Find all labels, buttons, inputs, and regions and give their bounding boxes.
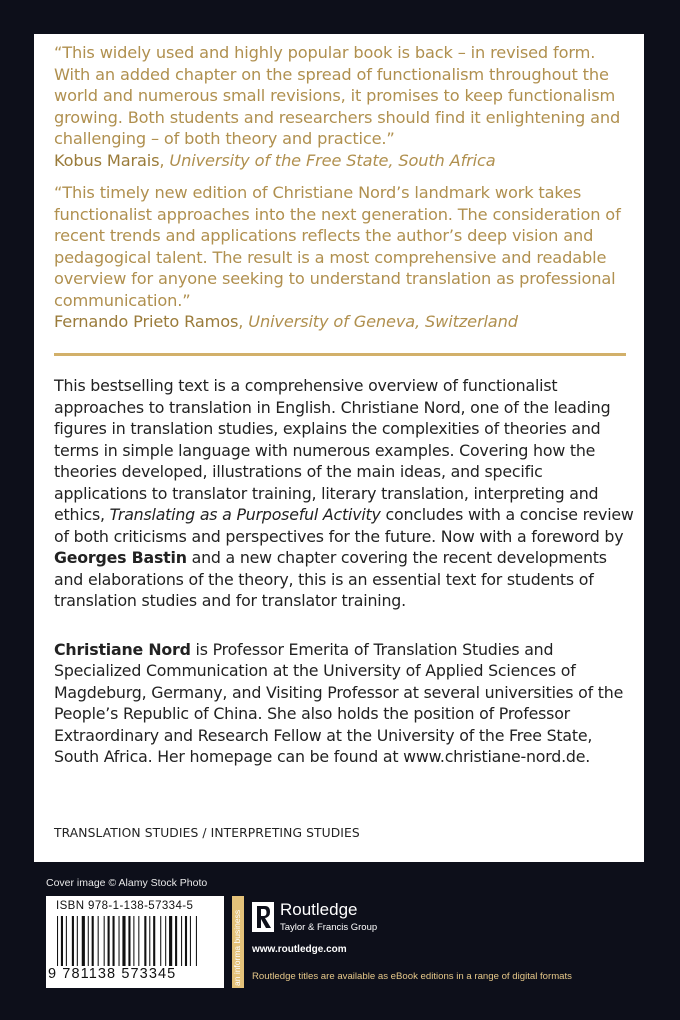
subject-category: TRANSLATION STUDIES / INTERPRETING STUDIES — [54, 826, 360, 840]
quote-text: “This timely new edition of Christiane Nord’s landmark work takes functionalist approaches into the next generation. The consideration of recent trends and applications reflects the author’s deep vision and pedagogical talent. The result is a most comprehensive and readable overview for anyone seeking to understand translation as professional communication.” — [54, 183, 621, 310]
author-bio-text: is Professor Emerita of Translation Studies and Specialized Communication at the University of Applied Sciences of Magdeburg, Germany, and Visiting Professor at several universities of the People’s Republic of China. She also holds the position of Professor Extraordinary and Research Fellow at the University of the Free State, South Africa. Her homepage can be found at www.christiane-nord.de. — [54, 639, 624, 766]
gold-divider — [54, 353, 626, 356]
quote-attribution: Kobus Marais, University of the Free State, South Africa — [54, 150, 496, 170]
publisher-url[interactable]: www.routledge.com — [252, 944, 347, 955]
author-name: Christiane Nord — [54, 639, 191, 659]
quote-affiliation: University of the Free State, South Africa — [169, 150, 496, 170]
description-text: This bestselling text is a comprehensive overview of functionalist approaches to translation in English. Christiane Nord, one of the leading figures in translation studies, explains the complexities of theories and terms in simple language with numerous examples. Covering how the theories developed, illustrations of the main ideas, and specific applications to translator training, literary translation, interpreting and ethics, — [54, 376, 611, 524]
back-cover-panel — [34, 34, 644, 862]
book-description — [54, 375, 634, 612]
author-bio — [54, 639, 634, 768]
quote-author: Kobus Marais — [54, 150, 160, 170]
barcode-box — [46, 896, 224, 988]
isbn-label: ISBN 978-1-138-57334-5 — [56, 900, 194, 912]
foreword-author: Georges Bastin — [54, 548, 187, 567]
description-text: and a new chapter covering the recent developments and elaborations of the theory, this is an essential text for students of translation studies and for translator training. — [54, 548, 607, 610]
quote-author: Fernando Prieto Ramos — [54, 312, 239, 331]
barcode-number: 9 781138 573345 — [48, 966, 177, 982]
endorsement-quote — [54, 182, 634, 333]
routledge-logo-icon — [252, 902, 274, 932]
description-text: concludes with a concise review of both criticisms and perspectives for the future. Now with a foreword by — [54, 505, 634, 546]
informa-strip — [232, 896, 244, 988]
endorsements — [54, 42, 634, 344]
description-block — [54, 375, 634, 795]
publisher-group: Taylor & Francis Group — [280, 922, 378, 933]
quote-affiliation: University of Geneva, Switzerland — [248, 312, 518, 331]
quote-attribution: Fernando Prieto Ramos, University of Geneva, Switzerland — [54, 312, 518, 331]
endorsement-quote — [54, 42, 634, 171]
publisher-name: Routledge — [280, 900, 358, 919]
cover-image-credit: Cover image © Alamy Stock Photo — [46, 877, 208, 889]
ebook-note: Routledge titles are available as eBook editions in a range of digital formats — [252, 971, 572, 982]
quote-text: “This widely used and highly popular book is back – in revised form. With an added chapter on the spread of functionalism throughout the world and numerous small revisions, it promises to keep functionalism growing. Both students and researchers should find it enlightening and challenging – of both theory and practice.” — [54, 43, 621, 148]
informa-text: an informa business — [232, 909, 242, 986]
book-title: Translating as a Purposeful Activity — [109, 505, 381, 524]
